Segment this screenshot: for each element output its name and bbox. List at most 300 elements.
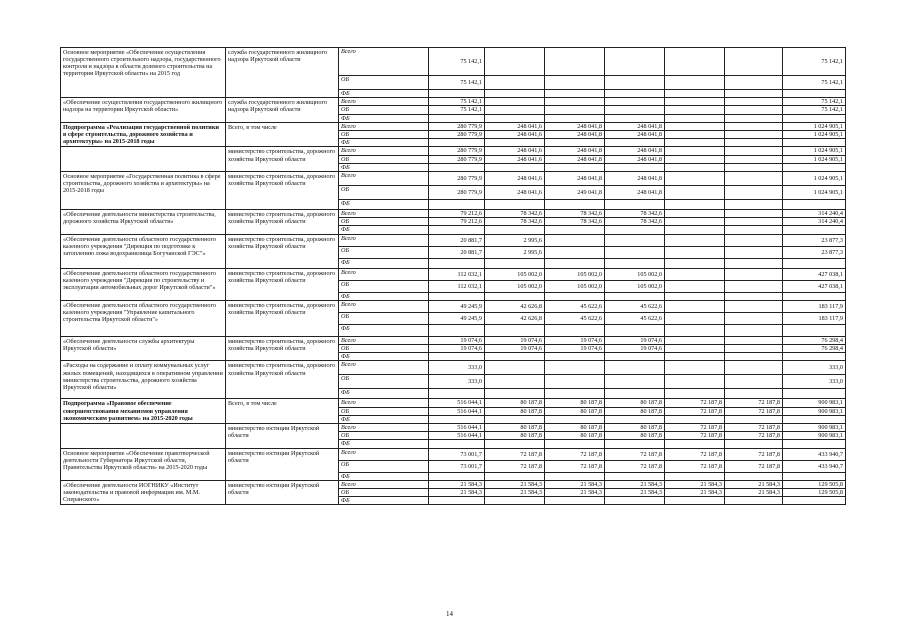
year-value-cell: 72 187,8 (725, 432, 783, 440)
year-value-cell (725, 324, 783, 336)
year-value-cell (725, 122, 783, 130)
year-value-cell: 248 041,6 (485, 186, 545, 200)
year-value-cell: 80 187,8 (485, 424, 545, 432)
year-value-cell (545, 440, 605, 448)
year-value-cell (605, 234, 665, 246)
year-value-cell: 45 622,6 (605, 312, 665, 324)
year-value-cell (605, 163, 665, 171)
budget-table (60, 47, 846, 505)
year-value-cell: 248 041,8 (545, 155, 605, 163)
responsible-org-cell: министерство строительства, дорожного хозяйства Иркутской области (226, 210, 339, 235)
year-value-cell: 19 074,6 (605, 336, 665, 344)
year-value-cell (725, 163, 783, 171)
year-value-cell (545, 114, 605, 122)
year-value-cell: 248 041,8 (545, 122, 605, 130)
year-value-cell (665, 440, 725, 448)
event-description-cell (61, 147, 226, 172)
funding-source-cell: ОБ (339, 131, 429, 139)
funding-source-cell: ОБ (339, 489, 429, 497)
year-value-cell: 248 041,6 (485, 131, 545, 139)
total-value-cell: 433 940,7 (783, 448, 846, 460)
funding-source-cell: Всего (339, 300, 429, 312)
total-value-cell: 1 024 905,1 (783, 147, 846, 155)
year-value-cell (605, 226, 665, 234)
year-value-cell: 280 779,9 (429, 131, 485, 139)
year-value-cell (485, 415, 545, 423)
year-value-cell (429, 472, 485, 480)
year-value-cell: 333,0 (429, 375, 485, 389)
year-value-cell (545, 48, 605, 76)
year-value-cell: 72 187,8 (665, 460, 725, 472)
year-value-cell: 78 342,6 (485, 210, 545, 218)
year-value-cell: 19 074,6 (429, 336, 485, 344)
year-value-cell (545, 246, 605, 258)
responsible-org-cell: министерство строительства, дорожного хозяйства Иркутской области (226, 147, 339, 172)
total-value-cell: 433 940,7 (783, 460, 846, 472)
year-value-cell (545, 497, 605, 505)
year-value-cell: 21 584,3 (725, 489, 783, 497)
year-value-cell: 248 041,8 (605, 186, 665, 200)
year-value-cell (485, 226, 545, 234)
year-value-cell (429, 90, 485, 98)
funding-source-cell: ФБ (339, 200, 429, 210)
year-value-cell: 49 245,9 (429, 312, 485, 324)
year-value-cell (429, 353, 485, 361)
year-value-cell (725, 300, 783, 312)
year-value-cell: 78 342,6 (485, 218, 545, 226)
total-value-cell (783, 163, 846, 171)
total-value-cell (783, 292, 846, 300)
funding-source-cell: Всего (339, 147, 429, 155)
funding-source-cell: ОБ (339, 218, 429, 226)
total-value-cell: 23 877,3 (783, 246, 846, 258)
event-description-cell: «Обеспечение деятельности министерства строительства, дорожного хозяйства Иркутской области» (61, 210, 226, 235)
funding-source-cell: ОБ (339, 76, 429, 90)
year-value-cell: 75 142,1 (429, 48, 485, 76)
funding-source-cell: ОБ (339, 407, 429, 415)
table-row (61, 268, 846, 280)
year-value-cell: 21 584,3 (485, 489, 545, 497)
year-value-cell: 516 044,1 (429, 399, 485, 407)
year-value-cell (605, 258, 665, 268)
year-value-cell: 105 002,0 (545, 268, 605, 280)
year-value-cell: 72 187,8 (665, 424, 725, 432)
year-value-cell (665, 312, 725, 324)
year-value-cell: 80 187,8 (605, 432, 665, 440)
table-row (61, 210, 846, 218)
year-value-cell: 105 002,0 (545, 280, 605, 292)
total-value-cell: 314 240,4 (783, 218, 846, 226)
year-value-cell (485, 48, 545, 76)
event-description-cell: Основное мероприятие «Государственная политика в сфере строительства, дорожного хозяйства и архитектуры» на 2015-2018 годы (61, 172, 226, 210)
table-row (61, 234, 846, 246)
year-value-cell (725, 258, 783, 268)
year-value-cell (665, 497, 725, 505)
year-value-cell: 21 584,3 (665, 480, 725, 488)
event-description-cell: «Обеспечение деятельности службы архитектуры Иркутской области» (61, 336, 226, 361)
year-value-cell: 20 881,7 (429, 234, 485, 246)
year-value-cell (665, 122, 725, 130)
year-value-cell (725, 186, 783, 200)
funding-source-cell: Всего (339, 268, 429, 280)
funding-source-cell: ОБ (339, 280, 429, 292)
year-value-cell: 73 001,7 (429, 460, 485, 472)
responsible-org-cell: Всего, в том числе (226, 122, 339, 147)
table-row (61, 98, 846, 106)
year-value-cell (605, 375, 665, 389)
year-value-cell: 280 779,9 (429, 172, 485, 186)
total-value-cell (783, 200, 846, 210)
funding-source-cell: ОБ (339, 246, 429, 258)
year-value-cell (725, 375, 783, 389)
year-value-cell: 75 142,1 (429, 98, 485, 106)
total-value-cell (783, 226, 846, 234)
table-row (61, 399, 846, 407)
year-value-cell (429, 497, 485, 505)
year-value-cell (665, 292, 725, 300)
year-value-cell: 248 041,8 (545, 131, 605, 139)
year-value-cell (725, 246, 783, 258)
year-value-cell (605, 139, 665, 147)
year-value-cell (725, 361, 783, 375)
year-value-cell: 20 881,7 (429, 246, 485, 258)
year-value-cell (605, 114, 665, 122)
total-value-cell: 427 038,1 (783, 268, 846, 280)
year-value-cell: 248 041,6 (485, 155, 545, 163)
total-value-cell: 129 505,8 (783, 489, 846, 497)
table-row (61, 122, 846, 130)
year-value-cell: 21 584,3 (605, 489, 665, 497)
year-value-cell (605, 76, 665, 90)
year-value-cell: 78 342,6 (605, 218, 665, 226)
year-value-cell (725, 98, 783, 106)
year-value-cell (725, 497, 783, 505)
year-value-cell: 72 187,8 (545, 448, 605, 460)
year-value-cell: 21 584,3 (545, 480, 605, 488)
year-value-cell: 19 074,6 (485, 336, 545, 344)
year-value-cell: 280 779,9 (429, 122, 485, 130)
year-value-cell (665, 172, 725, 186)
year-value-cell (725, 131, 783, 139)
year-value-cell (725, 139, 783, 147)
year-value-cell (725, 210, 783, 218)
year-value-cell (485, 324, 545, 336)
total-value-cell: 333,0 (783, 375, 846, 389)
year-value-cell (485, 361, 545, 375)
year-value-cell (485, 292, 545, 300)
funding-source-cell: ФБ (339, 472, 429, 480)
total-value-cell: 1 024 905,1 (783, 122, 846, 130)
year-value-cell: 105 002,0 (605, 280, 665, 292)
funding-source-cell: ФБ (339, 389, 429, 399)
budget-table-body (61, 48, 846, 505)
year-value-cell (485, 258, 545, 268)
total-value-cell: 75 142,1 (783, 106, 846, 114)
event-description-cell (61, 424, 226, 449)
year-value-cell: 72 187,8 (725, 399, 783, 407)
event-description-cell: Подпрограмма «Реализация государственной политики в сфере строительства, дорожного хозяйства и архитектуры» на 2015-2018 годы (61, 122, 226, 147)
funding-source-cell: ОБ (339, 345, 429, 353)
year-value-cell: 72 187,8 (485, 460, 545, 472)
year-value-cell (429, 114, 485, 122)
total-value-cell (783, 139, 846, 147)
year-value-cell (605, 389, 665, 399)
year-value-cell (485, 353, 545, 361)
funding-source-cell: ОБ (339, 155, 429, 163)
year-value-cell (665, 163, 725, 171)
table-row (61, 48, 846, 76)
year-value-cell: 80 187,8 (545, 424, 605, 432)
year-value-cell (429, 440, 485, 448)
year-value-cell: 249 041,8 (545, 186, 605, 200)
table-row (61, 424, 846, 432)
funding-source-cell: Всего (339, 399, 429, 407)
year-value-cell (665, 139, 725, 147)
year-value-cell: 19 074,6 (545, 345, 605, 353)
year-value-cell: 72 187,8 (665, 448, 725, 460)
total-value-cell (783, 389, 846, 399)
year-value-cell (665, 48, 725, 76)
year-value-cell: 72 187,8 (485, 448, 545, 460)
year-value-cell (485, 139, 545, 147)
year-value-cell: 80 187,8 (605, 399, 665, 407)
year-value-cell (485, 497, 545, 505)
table-row (61, 480, 846, 488)
year-value-cell: 21 584,3 (605, 480, 665, 488)
year-value-cell: 80 187,8 (605, 424, 665, 432)
year-value-cell (605, 415, 665, 423)
year-value-cell (605, 324, 665, 336)
year-value-cell (605, 292, 665, 300)
year-value-cell (545, 234, 605, 246)
year-value-cell: 248 041,8 (545, 172, 605, 186)
year-value-cell (725, 147, 783, 155)
year-value-cell: 45 622,6 (605, 300, 665, 312)
year-value-cell (725, 292, 783, 300)
funding-source-cell: ФБ (339, 258, 429, 268)
total-value-cell: 1 024 905,1 (783, 155, 846, 163)
year-value-cell: 80 187,8 (545, 399, 605, 407)
total-value-cell: 1 024 905,1 (783, 131, 846, 139)
total-value-cell: 75 142,1 (783, 76, 846, 90)
year-value-cell (545, 226, 605, 234)
year-value-cell: 516 044,1 (429, 424, 485, 432)
year-value-cell (545, 353, 605, 361)
year-value-cell (545, 324, 605, 336)
year-value-cell (725, 280, 783, 292)
table-row (61, 336, 846, 344)
funding-source-cell: ФБ (339, 292, 429, 300)
year-value-cell (545, 361, 605, 375)
total-value-cell: 75 142,1 (783, 98, 846, 106)
funding-source-cell: Всего (339, 480, 429, 488)
event-description-cell: Основное мероприятие «Обеспечение осуществления государственного строительного надзора, государственного контроля и надзора в области долевого строительства на территории Иркутской области» на 2015 год (61, 48, 226, 98)
year-value-cell (545, 90, 605, 98)
year-value-cell (429, 200, 485, 210)
funding-source-cell: ОБ (339, 106, 429, 114)
funding-source-cell: ОБ (339, 186, 429, 200)
event-description-cell: «Обеспечение деятельности ИОГНИКУ «Институт законодательства и правовой информации им. М.М. Сперанского» (61, 480, 226, 505)
year-value-cell (665, 268, 725, 280)
total-value-cell: 129 505,8 (783, 480, 846, 488)
year-value-cell: 21 584,3 (665, 489, 725, 497)
total-value-cell: 75 142,1 (783, 48, 846, 76)
year-value-cell: 78 342,6 (545, 210, 605, 218)
funding-source-cell: Всего (339, 48, 429, 76)
funding-source-cell: ФБ (339, 324, 429, 336)
year-value-cell (545, 200, 605, 210)
total-value-cell: 333,0 (783, 361, 846, 375)
year-value-cell (545, 163, 605, 171)
total-value-cell (783, 353, 846, 361)
year-value-cell (725, 114, 783, 122)
year-value-cell (545, 258, 605, 268)
year-value-cell (485, 106, 545, 114)
funding-source-cell: ФБ (339, 497, 429, 505)
funding-source-cell: ФБ (339, 90, 429, 98)
year-value-cell: 42 626,8 (485, 312, 545, 324)
year-value-cell (725, 155, 783, 163)
year-value-cell (605, 48, 665, 76)
year-value-cell (665, 186, 725, 200)
year-value-cell: 248 041,6 (485, 172, 545, 186)
year-value-cell (665, 324, 725, 336)
year-value-cell: 75 142,1 (429, 76, 485, 90)
responsible-org-cell: министерство строительства, дорожного хозяйства Иркутской области (226, 234, 339, 268)
year-value-cell (605, 472, 665, 480)
year-value-cell (725, 389, 783, 399)
event-description-cell: «Обеспечение деятельности областного государственного казенного учреждения "Управление капитального строительства Иркутской области"» (61, 300, 226, 336)
year-value-cell (485, 375, 545, 389)
table-row (61, 147, 846, 155)
year-value-cell (725, 218, 783, 226)
year-value-cell: 80 187,8 (545, 432, 605, 440)
year-value-cell: 19 074,6 (605, 345, 665, 353)
year-value-cell (725, 440, 783, 448)
funding-source-cell: ФБ (339, 353, 429, 361)
year-value-cell (725, 76, 783, 90)
funding-source-cell: Всего (339, 424, 429, 432)
total-value-cell: 1 024 905,1 (783, 186, 846, 200)
year-value-cell (485, 200, 545, 210)
year-value-cell (545, 98, 605, 106)
year-value-cell (429, 389, 485, 399)
year-value-cell: 21 584,3 (429, 480, 485, 488)
funding-source-cell: ФБ (339, 139, 429, 147)
responsible-org-cell: министерство юстиции Иркутской области (226, 480, 339, 505)
total-value-cell (783, 415, 846, 423)
year-value-cell: 516 044,1 (429, 407, 485, 415)
funding-source-cell: ОБ (339, 375, 429, 389)
year-value-cell (605, 361, 665, 375)
year-value-cell (725, 172, 783, 186)
year-value-cell (665, 90, 725, 98)
responsible-org-cell: служба государственного жилищного надзора Иркутской области (226, 48, 339, 98)
year-value-cell: 80 187,8 (545, 407, 605, 415)
year-value-cell (485, 98, 545, 106)
responsible-org-cell: министерство строительства, дорожного хозяйства Иркутской области (226, 268, 339, 300)
funding-source-cell: ФБ (339, 163, 429, 171)
funding-source-cell: Всего (339, 336, 429, 344)
year-value-cell (665, 246, 725, 258)
year-value-cell: 248 041,8 (605, 155, 665, 163)
year-value-cell (605, 106, 665, 114)
year-value-cell (545, 139, 605, 147)
year-value-cell: 280 779,9 (429, 147, 485, 155)
year-value-cell (725, 312, 783, 324)
year-value-cell: 45 622,6 (545, 300, 605, 312)
responsible-org-cell: министерство строительства, дорожного хозяйства Иркутской области (226, 300, 339, 336)
year-value-cell: 80 187,8 (485, 432, 545, 440)
year-value-cell (429, 415, 485, 423)
year-value-cell (665, 218, 725, 226)
year-value-cell (665, 234, 725, 246)
funding-source-cell: Всего (339, 361, 429, 375)
year-value-cell (429, 226, 485, 234)
table-row (61, 361, 846, 375)
year-value-cell (545, 415, 605, 423)
event-description-cell: «Обеспечение деятельности областного государственного казенного учреждения "Дирекция по подготовке к затоплению ложа водохранилища Богучанской ГЭС"» (61, 234, 226, 268)
responsible-org-cell: министерство строительства, дорожного хозяйства Иркутской области (226, 361, 339, 399)
year-value-cell: 21 584,3 (725, 480, 783, 488)
year-value-cell (485, 114, 545, 122)
year-value-cell: 75 142,1 (429, 106, 485, 114)
year-value-cell: 248 041,8 (605, 131, 665, 139)
year-value-cell: 112 032,1 (429, 268, 485, 280)
event-description-cell: Основное мероприятие «Обеспечение правотворческой деятельности Губернатора Иркутской области, Правительства Иркутской области» на 2015-2020 годы (61, 448, 226, 480)
year-value-cell: 72 187,8 (725, 460, 783, 472)
total-value-cell (783, 497, 846, 505)
year-value-cell (725, 90, 783, 98)
table-row (61, 300, 846, 312)
total-value-cell (783, 258, 846, 268)
year-value-cell: 72 187,8 (605, 448, 665, 460)
year-value-cell (665, 114, 725, 122)
responsible-org-cell: министерство строительства, дорожного хозяйства Иркутской области (226, 336, 339, 361)
year-value-cell (665, 300, 725, 312)
responsible-org-cell: министерство юстиции Иркутской области (226, 448, 339, 480)
year-value-cell (665, 131, 725, 139)
year-value-cell: 80 187,8 (605, 407, 665, 415)
year-value-cell (605, 246, 665, 258)
year-value-cell: 72 187,8 (665, 407, 725, 415)
funding-source-cell: ОБ (339, 432, 429, 440)
year-value-cell: 21 584,3 (545, 489, 605, 497)
year-value-cell (545, 472, 605, 480)
year-value-cell (665, 106, 725, 114)
funding-source-cell: ФБ (339, 440, 429, 448)
year-value-cell: 72 187,8 (605, 460, 665, 472)
year-value-cell (665, 353, 725, 361)
year-value-cell: 333,0 (429, 361, 485, 375)
year-value-cell: 105 002,0 (485, 280, 545, 292)
year-value-cell (485, 472, 545, 480)
responsible-org-cell: министерство строительства, дорожного хозяйства Иркутской области (226, 172, 339, 210)
total-value-cell (783, 114, 846, 122)
year-value-cell (725, 200, 783, 210)
event-description-cell: «Обеспечение осуществления государственного жилищного надзора на территории Иркутской области» (61, 98, 226, 123)
year-value-cell (725, 268, 783, 280)
year-value-cell: 105 002,0 (485, 268, 545, 280)
budget-table-sheet (60, 47, 845, 505)
year-value-cell: 72 187,8 (725, 424, 783, 432)
year-value-cell: 248 041,8 (545, 147, 605, 155)
total-value-cell: 1 024 905,1 (783, 172, 846, 186)
total-value-cell (783, 440, 846, 448)
year-value-cell (665, 375, 725, 389)
year-value-cell: 280 779,9 (429, 155, 485, 163)
year-value-cell (725, 345, 783, 353)
